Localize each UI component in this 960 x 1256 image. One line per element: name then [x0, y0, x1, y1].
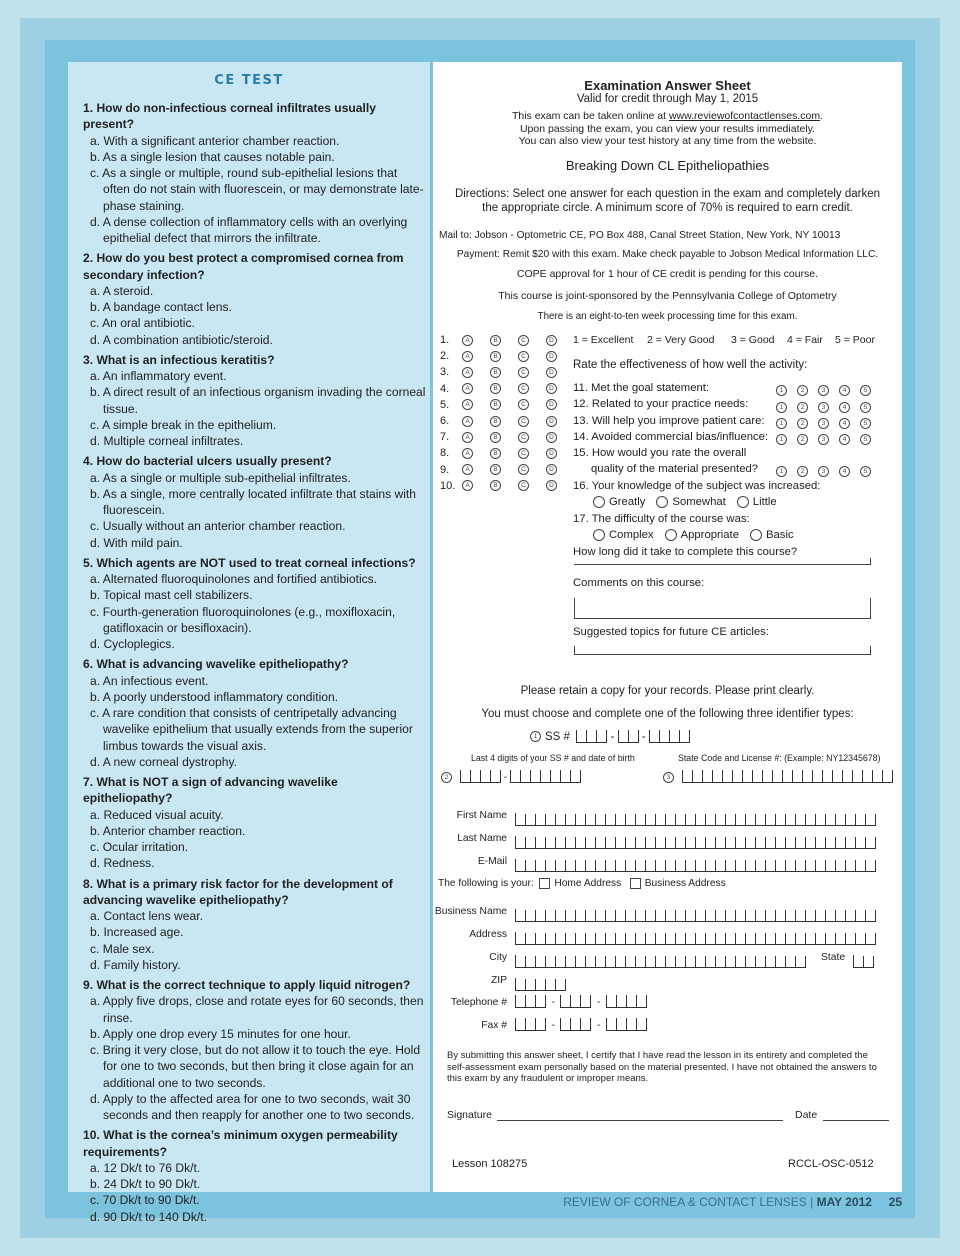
telephone-line[interactable]	[606, 995, 647, 1008]
q16-options	[593, 496, 788, 508]
city-boxes[interactable]	[515, 955, 806, 968]
answer-option: a. An inflammatory event.	[90, 369, 227, 383]
answer-bubble[interactable]: B	[490, 432, 501, 443]
answer-row	[440, 415, 574, 427]
answer-bubble[interactable]: C	[518, 416, 529, 427]
mail-address: Mail to: Jobson - Optometric CE, PO Box 488, Canal Street Station, New York, NY 10013	[439, 230, 841, 241]
answer-row	[440, 447, 574, 459]
fax-area[interactable]	[515, 1018, 546, 1031]
answer-bubble[interactable]: A	[462, 448, 473, 459]
rating-question-12: 12. Related to your practice needs:	[573, 398, 749, 411]
q17-option-label: Appropriate	[680, 529, 739, 541]
answer-sheet	[433, 62, 902, 1192]
answer-option: a. Reduced visual acuity.	[90, 807, 224, 822]
zip-field	[515, 973, 566, 991]
rating-bubble[interactable]: 4	[839, 466, 850, 477]
fax-prefix[interactable]	[560, 1018, 591, 1031]
answer-option: c. A rare condition that consists of centripetally advancing wavelike epithelium that usually extends from the superior limbus towards the visual axis.	[90, 706, 413, 753]
dash: -	[610, 731, 615, 743]
q17-option-bubble[interactable]	[665, 529, 677, 541]
rating-scale-4: 4 = Fair	[787, 334, 823, 346]
fax-line[interactable]	[606, 1018, 647, 1031]
answer-bubble[interactable]: B	[490, 383, 501, 394]
rating-bubble[interactable]: 3	[818, 418, 829, 429]
comments-field[interactable]	[574, 618, 870, 619]
answer-bubble[interactable]: D	[546, 367, 557, 378]
rating-scale-2: 2 = Very Good	[647, 334, 715, 346]
fax-field	[515, 1018, 647, 1031]
rating-bubbles-14	[776, 431, 881, 449]
answer-bubble[interactable]: A	[462, 335, 473, 346]
payment-note: Payment: Remit $20 with this exam. Make check payable to Jobson Medical Information LLC.	[456, 249, 879, 260]
answer-option: d. Cycloplegics.	[90, 637, 175, 651]
question-2	[83, 250, 426, 348]
ss-label: SS #	[545, 731, 570, 743]
rating-scale-1: 1 = Excellent	[573, 334, 634, 346]
course-title: Breaking Down CL Epitheliopathies	[565, 158, 770, 173]
topics-label: Suggested topics for future CE articles:	[573, 626, 769, 638]
answer-option: d. 90 Dk/t to 140 Dk/t.	[90, 1209, 207, 1224]
answer-option: d. Multiple corneal infiltrates.	[90, 434, 244, 448]
online-text: This exam can be taken online at	[511, 110, 669, 122]
topics-field[interactable]	[574, 654, 870, 655]
retain-note: Please retain a copy for your records. Please print clearly.	[520, 685, 815, 697]
answer-row	[440, 431, 574, 443]
q17-option-label: Basic	[765, 529, 794, 541]
question-10	[83, 1127, 426, 1225]
answer-option: d. Family history.	[90, 957, 181, 972]
rating-bubble[interactable]: 4	[839, 418, 850, 429]
address-field	[515, 927, 876, 945]
zip-boxes[interactable]	[515, 978, 566, 991]
question-text: 1. How do non-infectious corneal infiltrates usually present?	[83, 101, 376, 132]
answer-option: c. An oral antibiotic.	[90, 316, 195, 331]
rating-question-11: 11. Met the goal statement:	[573, 382, 710, 394]
rating-bubble[interactable]: 2	[797, 418, 808, 429]
completion-time-field[interactable]	[574, 564, 870, 565]
field-edge	[574, 598, 575, 619]
answer-bubble[interactable]: C	[518, 351, 529, 362]
answer-option: c. Ocular irritation.	[90, 840, 189, 854]
answer-bubble[interactable]: A	[462, 480, 473, 491]
state-field	[853, 950, 874, 968]
answer-bubble[interactable]: B	[490, 464, 501, 475]
rating-bubble[interactable]: 5	[860, 434, 871, 445]
answer-option: b. As a single, more centrally located infiltrate that stains with fluorescein.	[90, 486, 417, 517]
answer-number: 5.	[440, 398, 450, 411]
answer-bubble[interactable]: D	[546, 399, 557, 410]
completion-time-label: How long did it take to complete this course?	[573, 546, 798, 558]
last-name-boxes[interactable]	[515, 836, 876, 849]
answer-option: d. Apply to the affected area for one to two seconds, wait 30 seconds and then reapply for another one to two seconds.	[90, 1091, 415, 1122]
rating-bubble[interactable]: 2	[797, 466, 808, 477]
rating-bubble[interactable]: 1	[776, 402, 787, 413]
rating-bubble[interactable]: 5	[860, 466, 871, 477]
q15-line1: 15. How would you rate the overall	[573, 447, 747, 459]
field-edge	[574, 646, 575, 655]
answer-row	[440, 334, 574, 346]
question-5	[83, 555, 426, 653]
ss-number-row	[530, 730, 690, 743]
answer-bubble[interactable]: A	[462, 399, 473, 410]
q15-line2: quality of the material presented?	[591, 463, 759, 475]
identifier-3-row	[663, 770, 893, 783]
identifier-2-row	[441, 770, 581, 783]
q16-option-label: Somewhat	[672, 496, 726, 508]
course-code: RCCL-OSC-0512	[788, 1158, 874, 1170]
telephone-label: Telephone #	[450, 997, 507, 1008]
answer-option: a. A steroid.	[90, 283, 154, 298]
answer-option: b. A poorly understood inflammatory condition.	[90, 689, 339, 704]
answer-bubble[interactable]: D	[546, 416, 557, 427]
answer-option: a. Contact lens wear.	[90, 909, 203, 923]
dash: -	[641, 731, 646, 743]
answer-option: d. A combination antibiotic/steroid.	[90, 332, 273, 347]
field-edge	[870, 598, 871, 619]
answer-option: c. 70 Dk/t to 90 Dk/t.	[90, 1193, 200, 1208]
rating-bubble[interactable]: 4	[839, 402, 850, 413]
results-note: Upon passing the exam, you can view your results immediately.	[519, 123, 816, 135]
answer-number: 7.	[440, 431, 450, 444]
question-3	[83, 352, 426, 450]
rating-question-14: 14. Avoided commercial bias/influence:	[573, 430, 769, 443]
business-name-label: Business Name	[434, 906, 507, 917]
address-label: Address	[469, 929, 507, 940]
dash: -	[551, 997, 555, 1008]
rating-bubble[interactable]: 1	[776, 434, 787, 445]
answer-option: c. A simple break in the epithelium.	[90, 417, 277, 432]
q17-option-label: Complex	[609, 529, 654, 541]
dash: -	[503, 772, 508, 783]
question-text: 10. What is the cornea’s minimum oxygen permeability requirements?	[83, 1128, 398, 1159]
answer-option: c. Fourth-generation fluoroquinolones (e.g., moxifloxacin, gatifloxacin or besifloxacin).	[90, 604, 396, 635]
address-boxes[interactable]	[515, 932, 876, 945]
website-link[interactable]: www.reviewofcontactlenses.com	[668, 110, 821, 122]
rating-bubble[interactable]: 1	[776, 385, 787, 396]
dash: -	[551, 1020, 555, 1031]
answer-option: b. Apply one drop every 15 minutes for one hour.	[90, 1026, 351, 1041]
last-name-field	[515, 831, 876, 849]
question-text: 2. How do you best protect a compromised cornea from secondary infection?	[83, 251, 404, 282]
q17-option-bubble[interactable]	[750, 529, 762, 541]
answer-row	[440, 464, 574, 476]
answer-bubble[interactable]: A	[462, 464, 473, 475]
answer-option: d. A dense collection of inflammatory cells with an overlying epithelial defect that mirrors the infiltrate.	[90, 214, 408, 245]
processing-note: There is an eight-to-ten week processing time for this exam.	[537, 311, 798, 322]
online-note	[433, 110, 902, 122]
answer-option: c. Usually without an anterior chamber reaction.	[90, 519, 346, 534]
rate-intro: Rate the effectiveness of how well the activity:	[573, 359, 808, 371]
identifier-1-marker[interactable]: 1	[530, 731, 541, 742]
answer-bubble[interactable]: A	[462, 367, 473, 378]
q16-option-bubble[interactable]	[593, 496, 605, 508]
answer-bubble[interactable]: C	[518, 464, 529, 475]
answer-number: 4.	[440, 382, 450, 395]
answer-bubble[interactable]: C	[518, 399, 529, 410]
dash: -	[597, 997, 601, 1008]
rating-bubble[interactable]: 1	[776, 418, 787, 429]
publication-name: REVIEW OF CORNEA & CONTACT LENSES |	[563, 1195, 817, 1209]
answer-number: 3.	[440, 366, 450, 379]
telephone-area[interactable]	[515, 995, 546, 1008]
answer-bubble[interactable]: A	[462, 383, 473, 394]
answer-bubble[interactable]: B	[490, 399, 501, 410]
rating-bubbles-15	[776, 463, 881, 481]
rating-bubble[interactable]: 3	[818, 466, 829, 477]
rating-bubble[interactable]: 2	[797, 402, 808, 413]
sponsor-note: This course is joint-sponsored by the Pennsylvania College of Optometry	[498, 290, 837, 302]
cope-note: COPE approval for 1 hour of CE credit is pending for this course.	[516, 268, 819, 280]
date-line[interactable]	[823, 1120, 889, 1121]
answer-option: d. With mild pain.	[90, 535, 183, 550]
answer-option: a. Alternated fluoroquinolones and fortified antibiotics.	[90, 572, 378, 586]
question-1	[83, 100, 426, 246]
email-boxes[interactable]	[515, 859, 876, 872]
answer-number: 1.	[440, 334, 450, 346]
rating-bubbles-12	[776, 398, 881, 416]
identifier-2-marker[interactable]: 2	[441, 772, 452, 783]
answer-bubble[interactable]: D	[546, 448, 557, 459]
answer-bubble[interactable]: D	[546, 480, 557, 491]
directions-line1: Directions: Select one answer for each question in the exam and completely darken	[454, 188, 881, 200]
q17-options	[593, 529, 805, 541]
answer-bubble[interactable]: B	[490, 480, 501, 491]
answer-bubble[interactable]: C	[518, 432, 529, 443]
q16-text: 16. Your knowledge of the subject was increased:	[573, 480, 821, 492]
answer-bubble[interactable]: D	[546, 464, 557, 475]
email-field	[515, 854, 876, 872]
answer-option: a. With a significant anterior chamber reaction.	[90, 133, 340, 148]
rating-bubbles-11	[776, 382, 881, 400]
question-text: 7. What is NOT a sign of advancing wavelike epitheliopathy?	[83, 775, 338, 806]
email-label: E-Mail	[477, 856, 507, 867]
answer-bubble[interactable]: D	[546, 383, 557, 394]
zip-label: ZIP	[490, 975, 507, 986]
answer-option: c. Bring it very close, but do not allow it to touch the eye. Hold for one to two seconds, but then bring it close again for an additional one to two seconds.	[90, 1043, 421, 1090]
online-period: .	[820, 110, 824, 122]
question-text: 3. What is an infectious keratitis?	[83, 352, 275, 367]
answer-row	[440, 383, 574, 395]
answer-option: c. As a single or multiple, round sub-epithelial lesions that often do not stain with fluorescein, or may demonstrate late-phase staining.	[90, 166, 424, 213]
question-6	[83, 656, 426, 770]
question-text: 6. What is advancing wavelike epitheliopathy?	[83, 657, 349, 672]
license-boxes[interactable]	[682, 770, 893, 783]
answer-bubble[interactable]: B	[490, 448, 501, 459]
answer-option: c. Male sex.	[90, 941, 155, 956]
answer-bubble[interactable]: D	[546, 432, 557, 443]
rating-bubble[interactable]: 5	[860, 418, 871, 429]
ce-test-heading: CE TEST	[214, 73, 284, 88]
answer-bubble[interactable]: C	[518, 367, 529, 378]
answer-number: 10.	[440, 479, 456, 492]
telephone-prefix[interactable]	[560, 995, 591, 1008]
rating-bubble[interactable]: 3	[818, 402, 829, 413]
question-text: 4. How do bacterial ulcers usually present?	[83, 454, 332, 469]
answer-bubble[interactable]: B	[490, 367, 501, 378]
answer-bubble[interactable]: A	[462, 432, 473, 443]
comments-label: Comments on this course:	[573, 577, 705, 589]
fax-label: Fax #	[481, 1020, 507, 1031]
city-field	[515, 950, 806, 968]
ss-boxes-3[interactable]	[649, 730, 690, 743]
answer-row	[440, 480, 574, 492]
identifier-note: You must choose and complete one of the following three identifier types:	[481, 708, 854, 720]
identifier-3-caption: State Code and License #: (Example: NY12345678)	[678, 753, 881, 763]
answer-row	[440, 350, 574, 362]
q17-text: 17. The difficulty of the course was:	[573, 513, 750, 525]
issue-date: MAY 2012	[816, 1195, 872, 1209]
business-address-checkbox[interactable]	[630, 878, 641, 889]
answer-number: 6.	[440, 415, 450, 427]
field-edge	[870, 646, 871, 655]
rating-bubble[interactable]: 4	[839, 434, 850, 445]
rating-bubble[interactable]: 3	[818, 385, 829, 396]
answer-bubble[interactable]: D	[546, 335, 557, 346]
answer-option: b. A bandage contact lens.	[90, 300, 232, 314]
valid-through: Valid for credit through May 1, 2015	[576, 93, 759, 105]
dash: -	[597, 1020, 601, 1031]
q16-option-bubble[interactable]	[737, 496, 749, 508]
answer-option: a. 12 Dk/t to 76 Dk/t.	[90, 1160, 201, 1175]
answer-option: b. 24 Dk/t to 90 Dk/t.	[90, 1177, 201, 1191]
answer-option: b. Increased age.	[90, 925, 184, 940]
rating-question-13: 13. Will help you improve patient care:	[573, 414, 765, 427]
rating-bubble[interactable]: 5	[860, 402, 871, 413]
rating-bubble[interactable]: 1	[776, 466, 787, 477]
question-9	[83, 977, 426, 1123]
ce-test-panel	[68, 62, 430, 1224]
question-4	[83, 453, 426, 551]
certification-text: By submitting this answer sheet, I certify that I have read the lesson in its entirety and completed the self-assessment exam personally based on the material presented. I have not obtained the answers to this exam by any fraudulent or improper means.	[447, 1050, 877, 1084]
answer-option: a. An infectious event.	[90, 673, 209, 688]
answer-number: 2.	[440, 350, 450, 363]
history-note: You can also view your test history at any time from the website.	[518, 135, 817, 147]
question-text: 9. What is the correct technique to apply liquid nitrogen?	[83, 978, 411, 992]
answer-option: d. A new corneal dystrophy.	[90, 754, 238, 769]
first-name-boxes[interactable]	[515, 813, 876, 826]
answer-bubble[interactable]: B	[490, 416, 501, 427]
rating-bubble[interactable]: 2	[797, 434, 808, 445]
page-number: 25	[888, 1195, 902, 1209]
answer-option: a. As a single or multiple sub-epithelial infiltrates.	[90, 470, 351, 485]
answer-option: b. As a single lesion that causes notable pain.	[90, 149, 335, 164]
q17-option-bubble[interactable]	[593, 529, 605, 541]
answer-bubble[interactable]: D	[546, 351, 557, 362]
dob-ss-boxes-2[interactable]	[510, 770, 581, 783]
answer-bubble[interactable]: A	[462, 351, 473, 362]
rating-bubble[interactable]: 2	[797, 385, 808, 396]
rating-scale-5: 5 = Poor	[835, 334, 875, 346]
first-name-label: First Name	[456, 810, 507, 821]
rating-scale-3: 3 = Good	[731, 334, 775, 346]
home-address-label: Home Address	[554, 878, 622, 890]
business-name-field	[515, 904, 876, 922]
answer-option: a. Apply five drops, close and rotate eyes for 60 seconds, then rinse.	[90, 994, 424, 1025]
answer-bubble[interactable]: C	[518, 480, 529, 491]
answer-bubble[interactable]: C	[518, 335, 529, 346]
answer-row	[440, 366, 574, 378]
last-name-label: Last Name	[457, 833, 507, 844]
question-text: 5. Which agents are NOT used to treat corneal infections?	[83, 555, 416, 570]
state-label: State	[821, 952, 846, 963]
signature-line[interactable]	[497, 1120, 783, 1121]
field-edge	[870, 558, 871, 565]
first-name-field	[515, 808, 876, 826]
q16-option-bubble[interactable]	[656, 496, 668, 508]
ss-boxes-2[interactable]	[618, 730, 639, 743]
answer-option: b. A direct result of an infectious organism invading the corneal tissue.	[90, 385, 426, 416]
home-address-checkbox[interactable]	[539, 878, 550, 889]
answer-bubble[interactable]: C	[518, 448, 529, 459]
rating-bubbles-13	[776, 415, 881, 433]
identifier-2-caption: Last 4 digits of your SS # and date of birth	[471, 753, 635, 763]
question-text: 8. What is a primary risk factor for the development of advancing wavelike epitheliopathy?	[83, 876, 393, 907]
business-name-boxes[interactable]	[515, 909, 876, 922]
business-address-label: Business Address	[644, 878, 726, 890]
city-label: City	[489, 952, 507, 963]
question-list	[83, 100, 426, 1229]
answer-number: 8.	[440, 447, 450, 460]
address-type-label: The following is your:	[438, 878, 534, 890]
answer-row	[440, 399, 574, 411]
directions-line2: the appropriate circle. A minimum score of 70% is required to earn credit.	[482, 202, 853, 214]
dob-ss-boxes-1[interactable]	[460, 770, 501, 783]
q16-option-label: Little	[752, 496, 777, 508]
answer-bubble[interactable]: A	[462, 416, 473, 427]
answer-bubble[interactable]: B	[490, 335, 501, 346]
rating-bubble[interactable]: 4	[839, 385, 850, 396]
signature-label: Signature	[447, 1109, 492, 1121]
answer-option: d. Redness.	[90, 856, 155, 871]
question-8	[83, 876, 426, 974]
rating-bubble[interactable]: 5	[860, 385, 871, 396]
telephone-field	[515, 995, 647, 1008]
page-footer	[563, 1195, 902, 1209]
address-type-row	[438, 878, 726, 889]
date-label: Date	[795, 1109, 818, 1121]
answer-option: b. Topical mast cell stabilizers.	[90, 588, 253, 603]
state-boxes[interactable]	[853, 955, 874, 968]
answer-number: 9.	[440, 463, 450, 476]
sheet-title: Examination Answer Sheet	[584, 78, 751, 93]
answer-option: b. Anterior chamber reaction.	[90, 823, 246, 838]
answer-bubble[interactable]: C	[518, 383, 529, 394]
question-7	[83, 774, 426, 872]
lesson-number: Lesson 108275	[452, 1158, 528, 1170]
answer-bubble[interactable]: B	[490, 351, 501, 362]
q16-option-label: Greatly	[609, 496, 646, 508]
rating-bubble[interactable]: 3	[818, 434, 829, 445]
identifier-3-marker[interactable]: 3	[663, 772, 674, 783]
ss-boxes-1[interactable]	[576, 730, 607, 743]
